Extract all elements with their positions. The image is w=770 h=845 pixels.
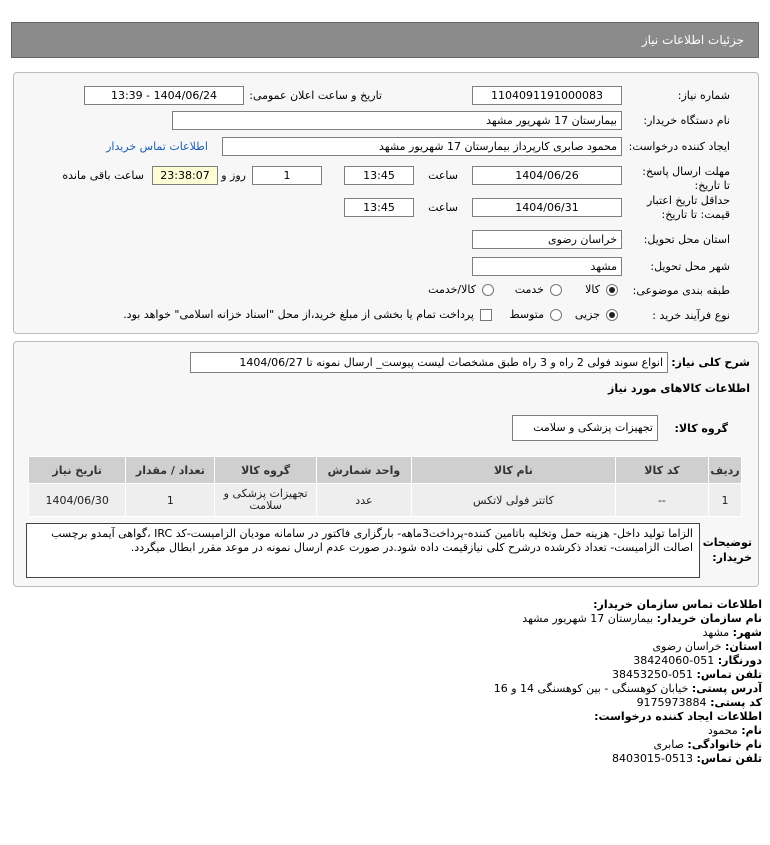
- process-radio-medium[interactable]: [550, 309, 562, 321]
- org-phone-line: تلفن تماس: 051-38453250: [612, 668, 762, 681]
- buyer-label: نام دستگاه خریدار:: [643, 114, 730, 127]
- buyer-field: بیمارستان 17 شهریور مشهد: [172, 111, 622, 130]
- cell-code: --: [615, 484, 708, 517]
- creator-contact-title: اطلاعات ایجاد کننده درخواست:: [594, 710, 762, 723]
- need-info-panel: [13, 72, 759, 334]
- col-name: نام کالا: [412, 457, 616, 484]
- org-contact-title: اطلاعات تماس سازمان خریدار:: [593, 598, 762, 611]
- treasury-payment-note: پرداخت تمام یا بخشی از مبلغ خرید،از محل "اسناد خزانه اسلامی" خواهد بود.: [123, 308, 474, 321]
- col-code: کد کالا: [615, 457, 708, 484]
- col-date: تاریخ نیاز: [29, 457, 126, 484]
- category-radio-goods-service[interactable]: [482, 284, 494, 296]
- org-postal-line: کد پستی: 9175973884: [636, 696, 762, 709]
- deadline-date-field: 1404/06/26: [472, 166, 622, 185]
- cell-date: 1404/06/30: [29, 484, 126, 517]
- category-label: طبقه بندی موضوعی:: [632, 284, 730, 297]
- org-fax-line: دورنگار: 051-38424060: [633, 654, 762, 667]
- cell-group: تجهیزات پزشکی و سلامت: [215, 484, 316, 517]
- process-radio-minor[interactable]: [606, 309, 618, 321]
- creator-name-line: نام: محمود: [707, 724, 762, 737]
- remaining-time-field: 23:38:07: [152, 166, 218, 185]
- creator-label: ایجاد کننده درخواست:: [628, 140, 730, 153]
- process-option-minor: جزیی: [574, 308, 600, 321]
- category-radio-service[interactable]: [550, 284, 562, 296]
- table-row: [29, 484, 742, 517]
- deadline-time-field: 13:45: [344, 166, 414, 185]
- announce-field: 1404/06/24 - 13:39: [84, 86, 244, 105]
- province-field: خراسان رضوی: [472, 230, 622, 249]
- buyer-notes-label: توضیحات خریدار:: [702, 536, 752, 564]
- treasury-payment-checkbox[interactable]: [480, 309, 492, 321]
- creator-field: محمود صابری کارپرداز بیمارستان 17 شهریور مشهد: [222, 137, 622, 156]
- need-number-field: 1104091191000083: [472, 86, 622, 105]
- days-label: روز و: [221, 169, 246, 182]
- goods-table: [28, 456, 742, 517]
- org-city-line: شهر: مشهد: [702, 626, 762, 639]
- category-option-goods-service: کالا/خدمت: [428, 283, 476, 296]
- process-label: نوع فرآیند خرید :: [652, 309, 730, 322]
- validity-time-field: 13:45: [344, 198, 414, 217]
- page-header: [11, 22, 759, 58]
- days-field: 1: [252, 166, 322, 185]
- cell-name: کاتتر فولی لاتکس: [412, 484, 616, 517]
- cell-row: 1: [709, 484, 742, 517]
- goods-group-label: گروه کالا:: [674, 422, 728, 435]
- org-address-line: آدرس پستی: خیابان کوهسنگی - بین کوهسنگی 14 و 16: [493, 682, 762, 695]
- process-option-medium: متوسط: [509, 308, 544, 321]
- buyer-contact-link[interactable]: اطلاعات تماس خریدار: [106, 140, 208, 153]
- col-unit: واحد شمارش: [316, 457, 411, 484]
- creator-phone-line: تلفن تماس: 0513-8403015: [612, 752, 762, 765]
- org-province-line: استان: خراسان رضوی: [652, 640, 762, 653]
- desc-field: انواع سوند فولی 2 راه و 3 راه طبق مشخصات لیست پیوست_ ارسال نمونه تا 1404/06/27: [190, 352, 668, 373]
- deadline-label: مهلت ارسال پاسخ: تا تاریخ:: [642, 165, 730, 192]
- province-label: استان محل تحویل:: [643, 233, 730, 246]
- category-option-goods: کالا: [585, 283, 600, 296]
- validity-label: حداقل تاریخ اعتبار قیمت: تا تاریخ:: [646, 194, 730, 221]
- goods-group-field: تجهیزات پزشکی و سلامت: [512, 415, 658, 441]
- cell-qty: 1: [126, 484, 215, 517]
- col-group: گروه کالا: [215, 457, 316, 484]
- validity-date-field: 1404/06/31: [472, 198, 622, 217]
- city-field: مشهد: [472, 257, 622, 276]
- need-number-label: شماره نیاز:: [677, 89, 730, 102]
- validity-time-label: ساعت: [428, 201, 458, 214]
- col-qty: تعداد / مقدار: [126, 457, 215, 484]
- deadline-time-label: ساعت: [428, 169, 458, 182]
- goods-info-title: اطلاعات کالاهای مورد نیاز: [608, 382, 750, 395]
- goods-table-header: [29, 457, 742, 484]
- city-label: شهر محل تحویل:: [650, 260, 730, 273]
- remaining-label: ساعت باقی مانده: [62, 169, 144, 182]
- announce-label: تاریخ و ساعت اعلان عمومی:: [249, 89, 382, 102]
- page-title: جزئیات اطلاعات نیاز: [641, 33, 744, 47]
- category-option-service: خدمت: [514, 283, 544, 296]
- desc-label: شرح کلی نیاز:: [671, 356, 750, 369]
- col-row: ردیف: [709, 457, 742, 484]
- org-name-line: نام سازمان خریدار: بیمارستان 17 شهریور مشهد: [522, 612, 762, 625]
- category-radio-goods[interactable]: [606, 284, 618, 296]
- creator-family-line: نام خانوادگی: صابری: [653, 738, 762, 751]
- buyer-notes-field: الزاما تولید داخل- هزینه حمل وتخلیه باتامین کننده-پرداخت3ماهه- بارگزاری فاکتور در سامانه مودیان الزامیست-کد IRC ،گواهی آیمدو برچسب اصالت الزامیست- تعداد ذکرشده درشرح کلی نیازقیمت داده شود.در صورت عدم ارسال نمونه در موعد مقرر ابطال میگردد.: [26, 523, 700, 578]
- cell-unit: عدد: [316, 484, 411, 517]
